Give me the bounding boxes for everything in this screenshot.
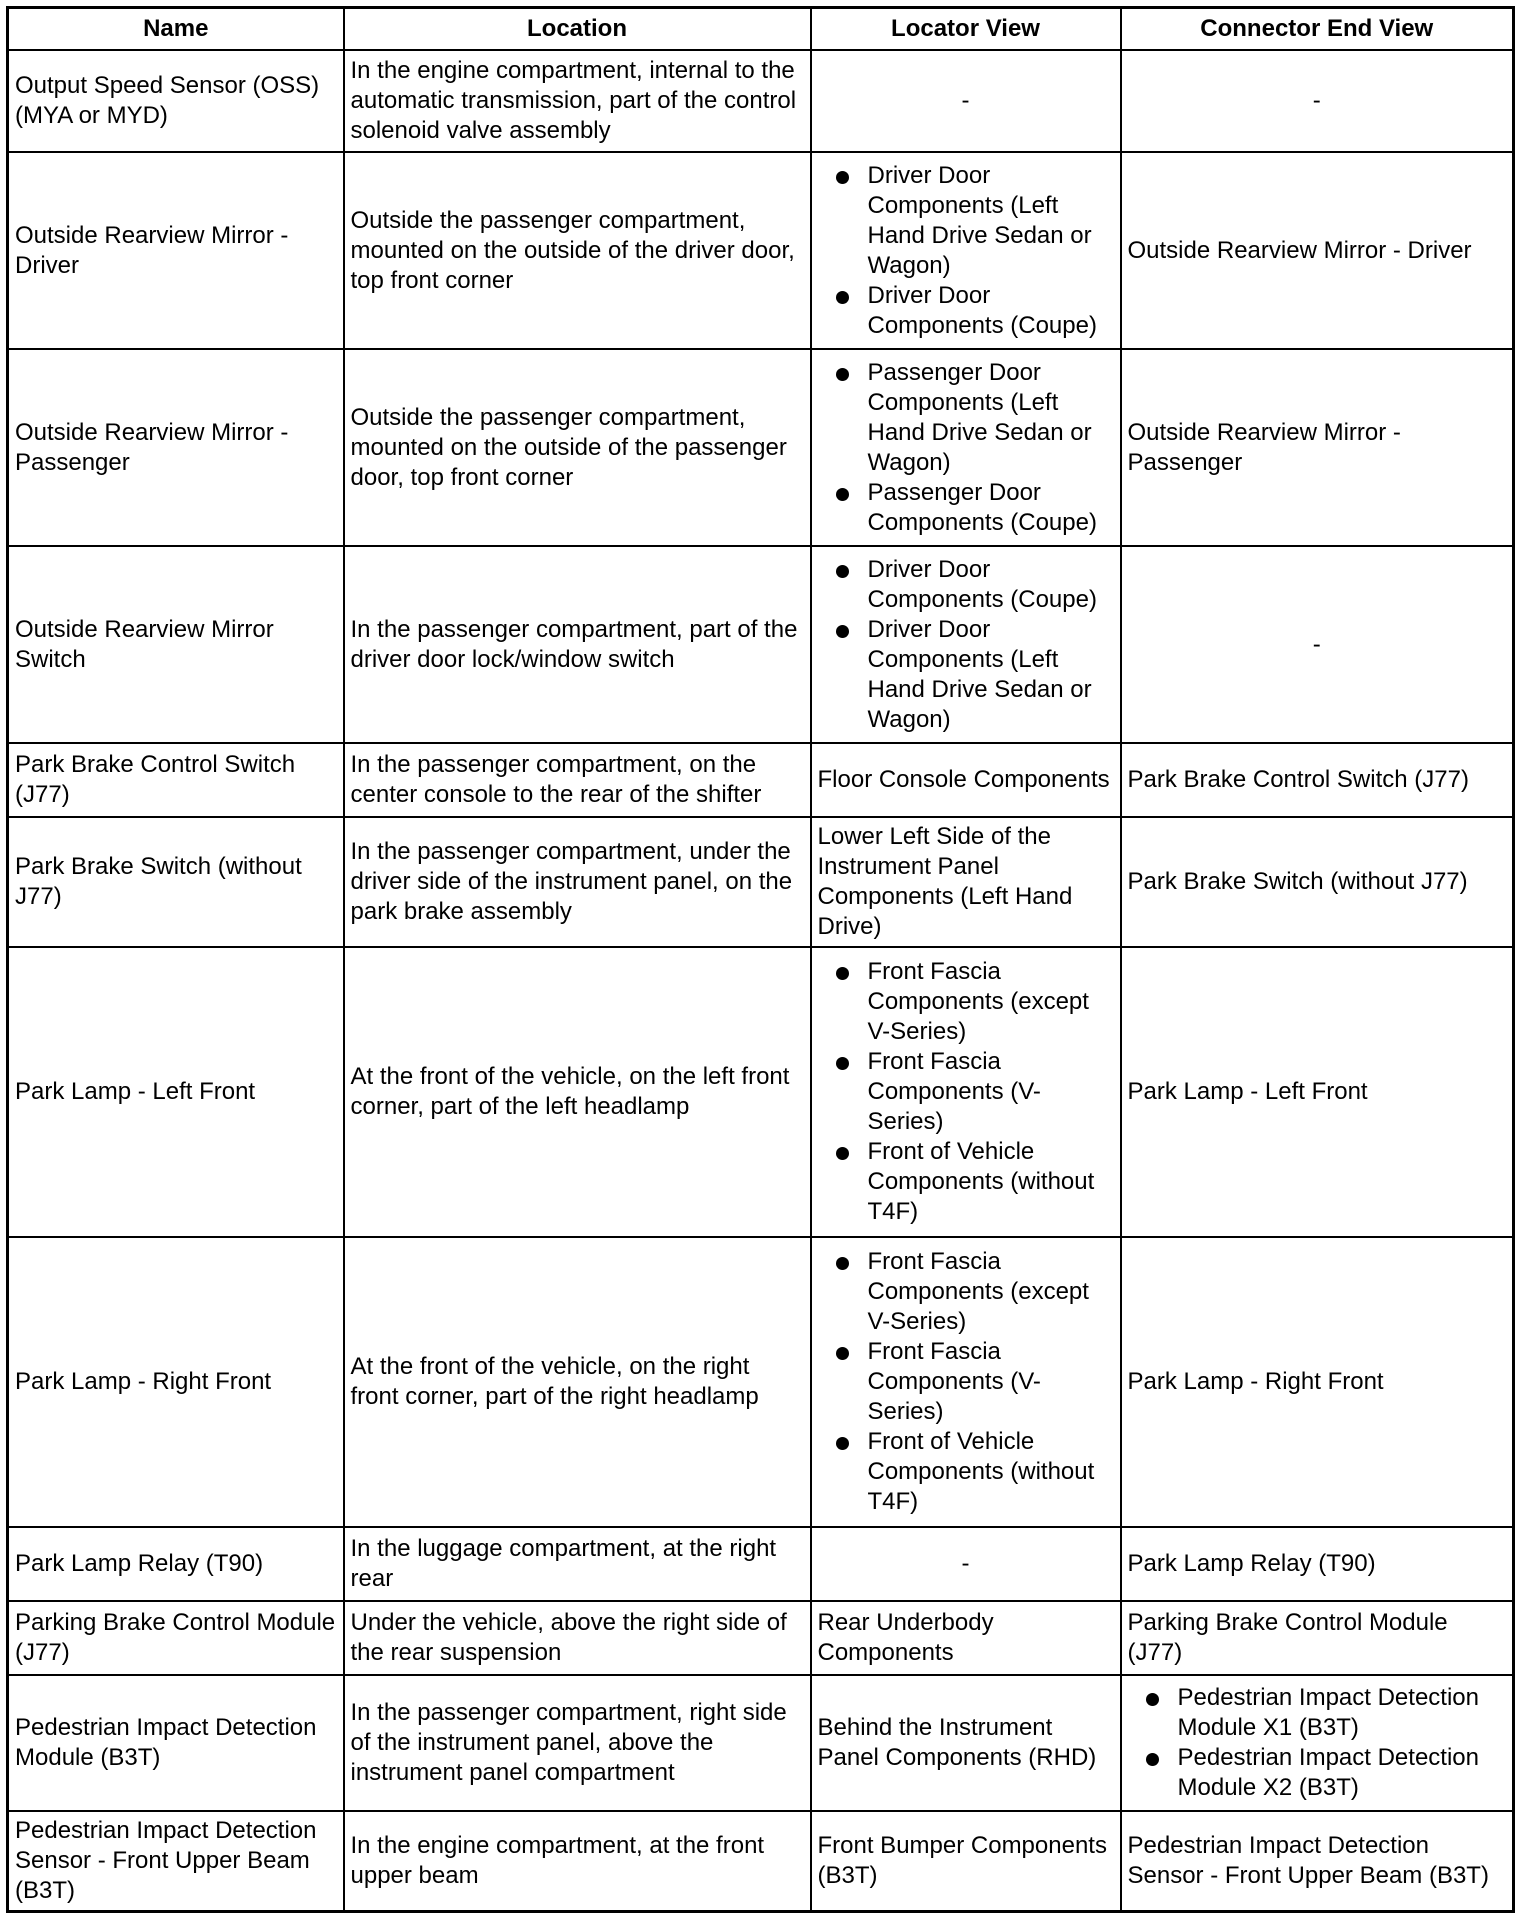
cell-location: In the passenger compartment, right side of the instrument panel, above the instrument panel compartment	[344, 1675, 811, 1811]
cell-connector-end-view[interactable]: Park Lamp - Left Front	[1121, 947, 1514, 1237]
cell-location: At the front of the vehicle, on the left front corner, part of the left headlamp	[344, 947, 811, 1237]
table-row	[8, 1675, 1514, 1811]
locator-list	[818, 1247, 1114, 1517]
table-row	[8, 947, 1514, 1237]
table-row	[8, 1527, 1514, 1601]
cell-location: In the passenger compartment, under the driver side of the instrument panel, on the park brake assembly	[344, 817, 811, 947]
connector-link[interactable]: Pedestrian Impact Detection Module X2 (B3T)	[1178, 1743, 1507, 1803]
cell-name: Output Speed Sensor (OSS) (MYA or MYD)	[8, 50, 344, 152]
cell-locator-view	[811, 947, 1121, 1237]
cell-name: Park Lamp - Left Front	[8, 947, 344, 1237]
component-locator-table-container	[6, 6, 1512, 1913]
locator-link[interactable]: Passenger Door Components (Left Hand Drive Sedan or Wagon)	[868, 358, 1114, 478]
cell-location: In the luggage compartment, at the right rear	[344, 1527, 811, 1601]
table-row	[8, 152, 1514, 349]
cell-location: At the front of the vehicle, on the right front corner, part of the right headlamp	[344, 1237, 811, 1527]
locator-link[interactable]: Front of Vehicle Components (without T4F)	[868, 1427, 1114, 1517]
locator-link[interactable]: Driver Door Components (Coupe)	[868, 281, 1114, 341]
cell-name: Parking Brake Control Module (J77)	[8, 1601, 344, 1675]
locator-link[interactable]: Driver Door Components (Coupe)	[868, 555, 1114, 615]
locator-link[interactable]: Driver Door Components (Left Hand Drive Sedan or Wagon)	[868, 161, 1114, 281]
cell-connector-end-view[interactable]: Park Lamp Relay (T90)	[1121, 1527, 1514, 1601]
cell-locator-view[interactable]: Rear Underbody Components	[811, 1601, 1121, 1675]
table-row	[8, 1811, 1514, 1911]
cell-location: Outside the passenger compartment, mounted on the outside of the driver door, top front corner	[344, 152, 811, 349]
cell-location: In the engine compartment, internal to the automatic transmission, part of the control solenoid valve assembly	[344, 50, 811, 152]
cell-locator-view	[811, 349, 1121, 546]
cell-connector-end-view[interactable]: Park Lamp - Right Front	[1121, 1237, 1514, 1527]
locator-link[interactable]: Passenger Door Components (Coupe)	[868, 478, 1114, 538]
cell-connector-end-view: -	[1121, 546, 1514, 743]
cell-location: Outside the passenger compartment, mounted on the outside of the passenger door, top front corner	[344, 349, 811, 546]
table-row	[8, 1237, 1514, 1527]
cell-connector-end-view[interactable]: Park Brake Control Switch (J77)	[1121, 743, 1514, 817]
cell-locator-view	[811, 546, 1121, 743]
locator-link[interactable]: Front of Vehicle Components (without T4F)	[868, 1137, 1114, 1227]
locator-link[interactable]: Front Fascia Components (except V-Series)	[868, 957, 1114, 1047]
cell-name: Park Lamp Relay (T90)	[8, 1527, 344, 1601]
cell-locator-view: -	[811, 1527, 1121, 1601]
cell-location: In the passenger compartment, on the center console to the rear of the shifter	[344, 743, 811, 817]
cell-locator-view[interactable]: Behind the Instrument Panel Components (RHD)	[811, 1675, 1121, 1811]
table-row	[8, 546, 1514, 743]
header-locator-view: Locator View	[811, 8, 1121, 51]
cell-name: Pedestrian Impact Detection Module (B3T)	[8, 1675, 344, 1811]
cell-connector-end-view[interactable]: Park Brake Switch (without J77)	[1121, 817, 1514, 947]
cell-locator-view	[811, 152, 1121, 349]
locator-list	[818, 358, 1114, 538]
cell-connector-end-view[interactable]: Parking Brake Control Module (J77)	[1121, 1601, 1514, 1675]
header-location: Location	[344, 8, 811, 51]
table-row	[8, 817, 1514, 947]
cell-location: In the passenger compartment, part of the driver door lock/window switch	[344, 546, 811, 743]
header-row	[8, 8, 1514, 51]
table-row	[8, 349, 1514, 546]
locator-list	[818, 957, 1114, 1227]
cell-name: Outside Rearview Mirror - Driver	[8, 152, 344, 349]
cell-locator-view: -	[811, 50, 1121, 152]
cell-connector-end-view[interactable]: Pedestrian Impact Detection Sensor - Front Upper Beam (B3T)	[1121, 1811, 1514, 1911]
header-name: Name	[8, 8, 344, 51]
cell-location: Under the vehicle, above the right side of the rear suspension	[344, 1601, 811, 1675]
cell-name: Park Brake Control Switch (J77)	[8, 743, 344, 817]
cell-locator-view[interactable]: Lower Left Side of the Instrument Panel Components (Left Hand Drive)	[811, 817, 1121, 947]
locator-link[interactable]: Driver Door Components (Left Hand Drive Sedan or Wagon)	[868, 615, 1114, 735]
connector-link[interactable]: Pedestrian Impact Detection Module X1 (B3T)	[1178, 1683, 1507, 1743]
cell-name: Outside Rearview Mirror - Passenger	[8, 349, 344, 546]
connector-list	[1128, 1683, 1507, 1803]
table-row	[8, 1601, 1514, 1675]
cell-connector-end-view[interactable]: Outside Rearview Mirror - Driver	[1121, 152, 1514, 349]
locator-list	[818, 555, 1114, 735]
table-row	[8, 50, 1514, 152]
locator-link[interactable]: Front Fascia Components (V-Series)	[868, 1337, 1114, 1427]
component-locator-table	[6, 6, 1515, 1913]
table-row	[8, 743, 1514, 817]
cell-connector-end-view	[1121, 1675, 1514, 1811]
cell-connector-end-view: -	[1121, 50, 1514, 152]
cell-name: Outside Rearview Mirror Switch	[8, 546, 344, 743]
cell-name: Park Lamp - Right Front	[8, 1237, 344, 1527]
cell-locator-view[interactable]: Floor Console Components	[811, 743, 1121, 817]
locator-list	[818, 161, 1114, 341]
cell-location: In the engine compartment, at the front upper beam	[344, 1811, 811, 1911]
locator-link[interactable]: Front Fascia Components (except V-Series)	[868, 1247, 1114, 1337]
cell-name: Pedestrian Impact Detection Sensor - Front Upper Beam (B3T)	[8, 1811, 344, 1911]
cell-name: Park Brake Switch (without J77)	[8, 817, 344, 947]
cell-connector-end-view[interactable]: Outside Rearview Mirror - Passenger	[1121, 349, 1514, 546]
locator-link[interactable]: Front Fascia Components (V-Series)	[868, 1047, 1114, 1137]
header-connector-end-view: Connector End View	[1121, 8, 1514, 51]
cell-locator-view[interactable]: Front Bumper Components (B3T)	[811, 1811, 1121, 1911]
cell-locator-view	[811, 1237, 1121, 1527]
